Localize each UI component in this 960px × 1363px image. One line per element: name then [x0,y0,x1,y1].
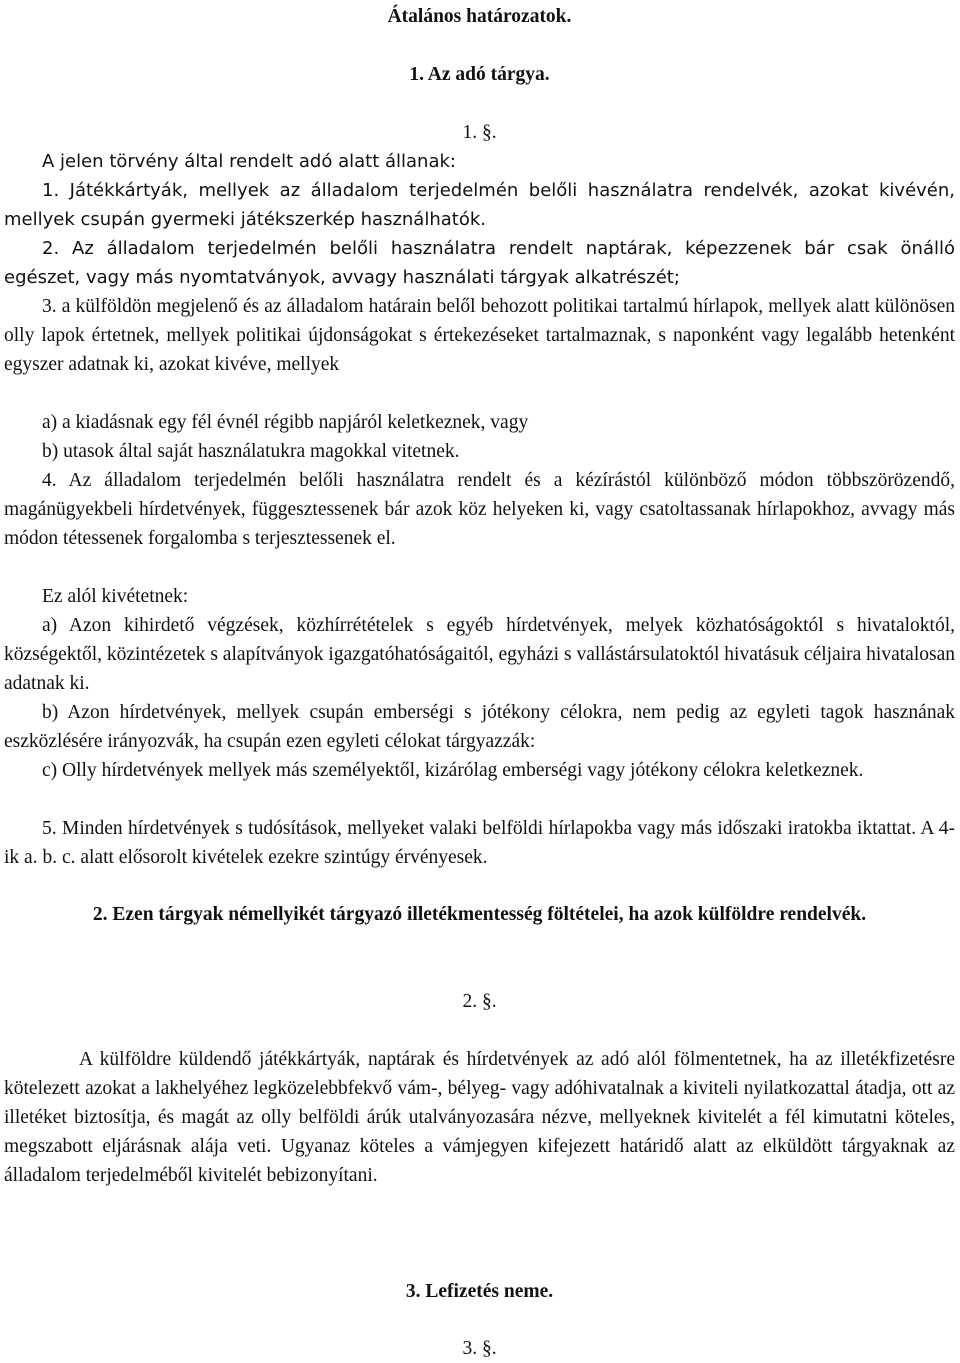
paragraph-2-mark: 2. §. [462,991,497,1012]
section-3-title: 3. Lefizetés neme. [405,1281,554,1302]
paragraph-1-mark: 1. §. [462,122,497,143]
section-2-title: 2. Ezen tárgyak némellyikét tárgyazó illetékmentesség föltételei, ha azok külföldre rendelvék. [92,904,867,925]
paragraph-3-mark: 3. §. [462,1338,497,1359]
item-4: 4. Az álladalom terjedelmén belőli használatra rendelt és a kézírástól különböző módon többszörözendő, magánügyekbeli hírdetvények, függesztessenek bár azok köz helyeken ki, vagy csatoltassanak hírlapokhoz, avvagy más módon tétessenek forgalomba s terjesztessenek el. [4,470,955,549]
exceptions-intro: Ez alól kivétetnek: [42,586,189,607]
section-1-intro: A jelen törvény által rendelt adó alatt állanak: [42,151,456,172]
item-1: 1. Játékkártyák, mellyek az álladalom terjedelmén belőli használatra rendelvék, azokat kivévén, mellyek csupán gyermeki játékszerkép használhatók. [4,180,955,230]
exception-c: c) Olly hírdetvények mellyek más személyektől, kizárólag emberségi vagy jótékony célokra keletkeznek. [42,760,864,781]
main-heading: Átalános határozatok. [387,6,572,27]
item-3-b: b) utasok által saját használatukra magokkal vitetnek. [42,441,460,462]
section-1-title: 1. Az adó tárgya. [409,64,550,85]
exception-a: a) Azon kihirdető végzések, közhírrétételek s egyéb hírdetvények, melyek közhatóságoktól s hivataloktól, községektől, közintézetek s alapítványok igazgatóhatóságaitól, egyházi s vallástársulatoktól hivatásuk céljaira hivatalosan adatnak ki. [4,615,955,694]
section-2-body: A külföldre küldendő játékkártyák, naptárak és hírdetvények az adó alól fölmentetnek, ha az illetékfizetésre kötelezett azokat a lakhelyéhez legközelebbfekvő vám-, bélyeg- vagy adóhivatalnak a kiviteli nyilatkozattal átadja, ott az illetéket biztosítja, és magát az olly belföldi árúk utalványozasára nézve, mellyeknek kivitelét a fél kimutatni köteles, megszabott eljárásnak alája veti. Ugyanaz köteles a vámjegyen kifejezett határidő alatt az elküldött tárgyaknak az álladalom terjedelméből kivitelét bebizonyítani. [4,1049,955,1186]
item-3-a: a) a kiadásnak egy fél évnél régibb napjáról keletkeznek, vagy [42,412,529,433]
exception-b: b) Azon hírdetvények, mellyek csupán emberségi s jótékony célokra, nem pedig az egyleti tagok hasznának eszközlésére irányozvák, ha csupán ezen egyleti célokat tárgyazzák: [4,702,955,752]
item-5: 5. Minden hírdetvények s tudósítások, mellyeket valaki belföldi hírlapokba vagy más időszaki iratokba iktattat. A 4-ik a. b. c. alatt elősorolt kivételek ezekre szintúgy érvényesek. [4,818,955,868]
item-2: 2. Az álladalom terjedelmén belőli használatra rendelt naptárak, képezzenek bár csak önálló egészet, vagy más nyomtatványok, avvagy használati tárgyak alkatrészét; [4,238,955,288]
item-3: 3. a külföldön megjelenő és az álladalom határain belől behozott politikai tartalmú hírlapok, mellyek alatt különösen olly lapok értetnek, mellyek politikai újdonságokat s értekezéseket tartalmaznak, s naponként vagy legalább hetenként egyszer adatnak ki, azokat kivéve, mellyek [4,296,955,375]
